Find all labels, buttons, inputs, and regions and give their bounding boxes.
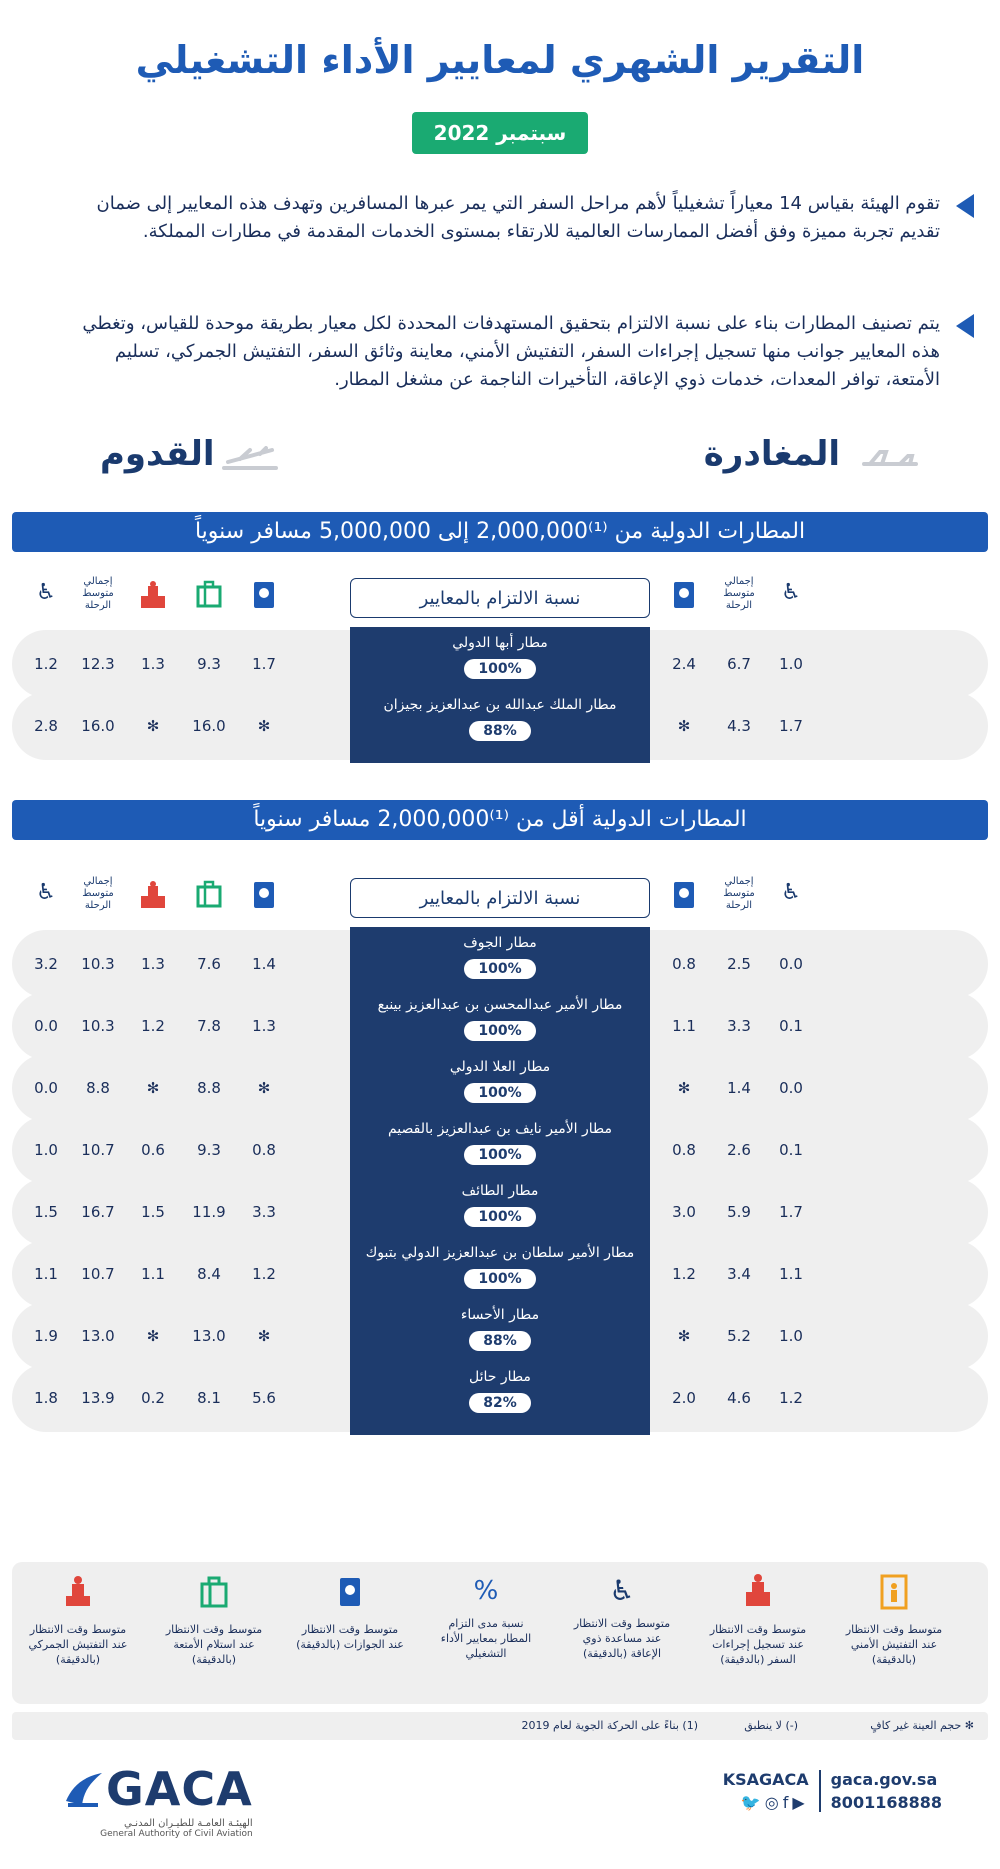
airport-name: مطار العلا الدولي [449, 1059, 551, 1075]
arrival-value: 8.4 [197, 1265, 221, 1283]
arrival-value: 10.7 [81, 1265, 115, 1283]
departure-value: 6.7 [727, 655, 751, 673]
departure-value: 1.1 [672, 1017, 696, 1035]
compliance-badge: 100% [464, 1083, 535, 1103]
departure-value: 0.8 [672, 955, 696, 973]
arrival-value: 11.9 [192, 1203, 226, 1221]
departure-value: 3.4 [727, 1265, 751, 1283]
airport-name: مطار الأمير سلطان بن عبدالعزيز الدولي بتبوك [365, 1245, 635, 1261]
footnote-bar [12, 1712, 988, 1740]
org-name-en: General Authority of Civil Aviation [100, 1829, 253, 1839]
departure-value: 2.0 [672, 1389, 696, 1407]
compliance-badge: 88% [469, 721, 531, 741]
departure-value: 2.5 [727, 955, 751, 973]
arrival-value: 12.3 [81, 655, 115, 673]
compliance-badge: 100% [464, 959, 535, 979]
arrival-value: 7.8 [197, 1017, 221, 1035]
arrival-value: 1.2 [34, 655, 58, 673]
departure-value: ✻ [677, 1079, 691, 1097]
departure-value: 1.2 [779, 1389, 803, 1407]
departure-value: 4.3 [727, 717, 751, 735]
departure-value: 0.1 [779, 1017, 803, 1035]
phone-number[interactable]: 8001168888 [830, 1793, 942, 1812]
youtube-icon[interactable]: ▶ [792, 1793, 809, 1812]
arrival-value: 8.8 [86, 1079, 110, 1097]
arrival-value: ✻ [257, 1079, 271, 1097]
compliance-badge: 100% [464, 1207, 535, 1227]
departure-value: 5.9 [727, 1203, 751, 1221]
date-badge: سبتمبر 2022 [412, 112, 588, 154]
departure-value: 1.1 [779, 1265, 803, 1283]
customs-icon [138, 580, 168, 610]
arrival-value: 0.6 [141, 1141, 165, 1159]
arrival-value: ✻ [146, 1327, 160, 1345]
twitter-icon[interactable]: 🐦 [740, 1793, 765, 1812]
arrival-value: 8.1 [197, 1389, 221, 1407]
header-passport-departure [664, 580, 704, 614]
header-total-avg-trip: إجمالي متوسط الرحلة [82, 576, 114, 611]
accessibility-icon: ♿ [781, 580, 801, 605]
legend-item-security [840, 1562, 948, 1667]
departure-value: 3.0 [672, 1203, 696, 1221]
arrival-value: 1.5 [141, 1203, 165, 1221]
passport-icon [672, 880, 696, 910]
arrival-value: 1.9 [34, 1327, 58, 1345]
contact-block [723, 1770, 942, 1812]
header-total-avg-trip: إجمالي متوسط الرحلة [723, 576, 755, 611]
departure-value: 3.3 [727, 1017, 751, 1035]
departure-heading: المغادرة [703, 434, 840, 474]
bullet-triangle-icon [956, 314, 974, 338]
legend-item-passport [296, 1562, 404, 1652]
website-link[interactable]: gaca.gov.sa [830, 1770, 938, 1789]
arrival-value: 1.2 [141, 1017, 165, 1035]
header-access-arrival [26, 880, 66, 905]
arrival-value: 7.6 [197, 955, 221, 973]
arrival-value: 9.3 [197, 1141, 221, 1159]
accessibility-icon: ♿ [781, 880, 801, 905]
arrival-value: 8.8 [197, 1079, 221, 1097]
arrival-plane-icon [220, 446, 280, 472]
arrival-value: 10.3 [81, 955, 115, 973]
airport-name: مطار الطائف [461, 1183, 539, 1199]
checkin-icon [738, 1572, 778, 1612]
header-baggage-arrival [189, 580, 229, 612]
arrival-value: 3.3 [252, 1203, 276, 1221]
footnote-na: (-) لا ينطبق [744, 1719, 798, 1732]
accessibility-icon: ♿ [609, 1574, 635, 1607]
departure-value: 5.2 [727, 1327, 751, 1345]
arrival-value: 16.7 [81, 1203, 115, 1221]
airport-name: مطار حائل [469, 1369, 531, 1385]
social-handle[interactable]: KSAGACA [722, 1770, 809, 1789]
header-access-arrival [26, 580, 66, 605]
passport-icon [672, 580, 696, 610]
footnote-sample: ✻ حجم العينة غير كافٍ [870, 1719, 974, 1732]
compliance-header: نسبة الالتزام بالمعايير [350, 578, 650, 618]
passport-icon [252, 580, 276, 610]
compliance-badge: 100% [464, 659, 535, 679]
legend-label: متوسط وقت الانتظار عند الجوازات (بالدقيقة) [296, 1623, 404, 1651]
arrival-value: 0.2 [141, 1389, 165, 1407]
instagram-icon[interactable]: ◎ [764, 1793, 783, 1812]
departure-value: 1.0 [779, 1327, 803, 1345]
baggage-icon [196, 880, 222, 908]
bullet-triangle-icon [956, 194, 974, 218]
arrival-value: 3.2 [34, 955, 58, 973]
header-access-departure [771, 880, 811, 905]
compliance-header: نسبة الالتزام بالمعايير [350, 878, 650, 918]
legend-item-baggage [160, 1562, 268, 1667]
passport-icon [252, 880, 276, 910]
arrival-value: 1.2 [252, 1265, 276, 1283]
arrival-value: 5.6 [252, 1389, 276, 1407]
arrival-value: 9.3 [197, 655, 221, 673]
airport-name: مطار الملك عبدالله بن عبدالعزيز بجيزان [383, 697, 617, 713]
baggage-icon [196, 580, 222, 608]
percent-icon: % [473, 1576, 499, 1606]
arrival-value: 13.0 [81, 1327, 115, 1345]
arrival-value: 10.3 [81, 1017, 115, 1035]
arrival-value: 1.4 [252, 955, 276, 973]
baggage-icon [194, 1572, 234, 1612]
arrival-heading: القدوم [100, 434, 215, 474]
departure-value: 4.6 [727, 1389, 751, 1407]
arrival-value: 1.8 [34, 1389, 58, 1407]
compliance-badge: 88% [469, 1331, 531, 1351]
org-name-ar: الهيئـة العامـة للطيـران المدنـي [124, 1818, 253, 1829]
airport-name: مطار الجوف [463, 935, 537, 951]
gaca-emblem-icon [62, 1767, 106, 1811]
arrival-value: 2.8 [34, 717, 58, 735]
header-total-avg-trip: إجمالي متوسط الرحلة [723, 876, 755, 911]
legend-item-checkin [704, 1562, 812, 1667]
legend-label: متوسط وقت الانتظار عند استلام الأمتعة (بالدقيقة) [165, 1623, 263, 1666]
departure-value: ✻ [677, 717, 691, 735]
airport-cell [350, 1361, 650, 1435]
intro-paragraph-2: يتم تصنيف المطارات بناء على نسبة الالتزام بتحقيق المستهدفات المحددة لكل معيار بطريقة موحدة للقياس، وتغطي هذه المعايير جوانب منها تسجيل إجراءات السفر، التفتيش الأمني، معاينة وثائق السفر، التفتيش الجمركي، تسليم الأمتعة، توافر المعدات، خدمات ذوي الإعاقة، التأخيرات الناجمة عن مشغل المطار. [60, 310, 940, 394]
legend-label: متوسط وقت الانتظار عند التفتيش الأمني (بالدقيقة) [845, 1623, 943, 1666]
social-icons [723, 1793, 809, 1812]
departure-value: 0.1 [779, 1141, 803, 1159]
legend-label: نسبة مدى التزام المطار بمعايير الأداء التشغيلي [440, 1617, 532, 1660]
arrival-value: 1.0 [34, 1141, 58, 1159]
arrival-value: 16.0 [192, 717, 226, 735]
arrival-value: 13.0 [192, 1327, 226, 1345]
header-customs-arrival [133, 580, 173, 614]
compliance-badge: 82% [469, 1393, 531, 1413]
header-access-departure [771, 580, 811, 605]
header-passport-departure [664, 880, 704, 914]
arrival-value: ✻ [257, 717, 271, 735]
arrival-value: 1.7 [252, 655, 276, 673]
arrival-value: 1.3 [141, 655, 165, 673]
departure-value: 2.6 [727, 1141, 751, 1159]
departure-value: 0.0 [779, 955, 803, 973]
arrival-value: ✻ [257, 1327, 271, 1345]
arrival-value: 1.5 [34, 1203, 58, 1221]
section-band-small-airports: المطارات الدولية أقل من ⁽¹⁾2,000,000 مسافر سنوياً [12, 800, 988, 840]
arrival-value: 1.3 [252, 1017, 276, 1035]
compliance-badge: 100% [464, 1269, 535, 1289]
departure-value: 2.4 [672, 655, 696, 673]
airport-name: مطار أبها الدولي [452, 635, 548, 651]
gaca-wordmark: GACA [106, 1762, 253, 1816]
arrival-value: 0.0 [34, 1079, 58, 1097]
airport-name: مطار الأمير عبدالمحسن بن عبدالعزيز بينبع [377, 997, 623, 1013]
gaca-logo [62, 1762, 253, 1839]
passport-icon [330, 1572, 370, 1612]
airport-name: مطار الأحساء [460, 1307, 540, 1323]
arrival-value: 1.3 [141, 955, 165, 973]
departure-plane-icon [860, 446, 920, 472]
departure-value: 1.0 [779, 655, 803, 673]
departure-value: ✻ [677, 1327, 691, 1345]
header-passport-arrival [244, 580, 284, 614]
arrival-value: 1.1 [34, 1265, 58, 1283]
footnote-basis: (1) بناءً على الحركة الجوية لعام 2019 [521, 1719, 698, 1732]
legend-item-compliance [432, 1562, 540, 1661]
legend-label: متوسط وقت الانتظار عند التفتيش الجمركي (بالدقيقة) [28, 1623, 128, 1666]
airport-name: مطار الأمير نايف بن عبدالعزيز بالقصيم [387, 1121, 613, 1137]
customs-icon [58, 1572, 98, 1612]
facebook-icon[interactable]: f [782, 1793, 793, 1812]
arrival-value: 0.8 [252, 1141, 276, 1159]
airport-cell [350, 689, 650, 763]
security-gate-icon [874, 1572, 914, 1612]
compliance-badge: 100% [464, 1021, 535, 1041]
departure-value: 0.0 [779, 1079, 803, 1097]
legend-label: متوسط وقت الانتظار عند تسجيل إجراءات السفر (بالدقيقة) [709, 1623, 807, 1666]
arrival-value: 13.9 [81, 1389, 115, 1407]
header-total-avg-trip: إجمالي متوسط الرحلة [82, 876, 114, 911]
header-baggage-arrival [189, 880, 229, 912]
section-band-large-airports: المطارات الدولية من ⁽¹⁾2,000,000 إلى 5,000,000 مسافر سنوياً [12, 512, 988, 552]
legend-item-customs [24, 1562, 132, 1667]
header-passport-arrival [244, 880, 284, 914]
header-customs-arrival [133, 880, 173, 914]
departure-value: 1.7 [779, 717, 803, 735]
departure-value: 1.4 [727, 1079, 751, 1097]
legend-label: متوسط وقت الانتظار عند مساعدة ذوي الإعاقة (بالدقيقة) [573, 1617, 671, 1660]
arrival-value: 1.1 [141, 1265, 165, 1283]
compliance-badge: 100% [464, 1145, 535, 1165]
accessibility-icon: ♿ [36, 580, 56, 605]
departure-value: 0.8 [672, 1141, 696, 1159]
page-title: التقرير الشهري لمعايير الأداء التشغيلي [135, 38, 865, 82]
legend-panel [12, 1562, 988, 1704]
departure-value: 1.2 [672, 1265, 696, 1283]
accessibility-icon: ♿ [36, 880, 56, 905]
customs-icon [138, 880, 168, 910]
arrival-value: 10.7 [81, 1141, 115, 1159]
arrival-value: 16.0 [81, 717, 115, 735]
arrival-value: ✻ [146, 1079, 160, 1097]
intro-paragraph-1: تقوم الهيئة بقياس 14 معياراً تشغيلياً لأهم مراحل السفر التي يمر عبرها المسافرين وتهدف هذه المعايير إلى ضمان تقديم تجربة مميزة وفق أفضل الممارسات العالمية للارتقاء بمستوى الخدمات المقدمة في مطارات المملكة. [60, 190, 940, 246]
arrival-value: ✻ [146, 717, 160, 735]
arrival-value: 0.0 [34, 1017, 58, 1035]
legend-item-accessibility [568, 1562, 676, 1661]
departure-value: 1.7 [779, 1203, 803, 1221]
